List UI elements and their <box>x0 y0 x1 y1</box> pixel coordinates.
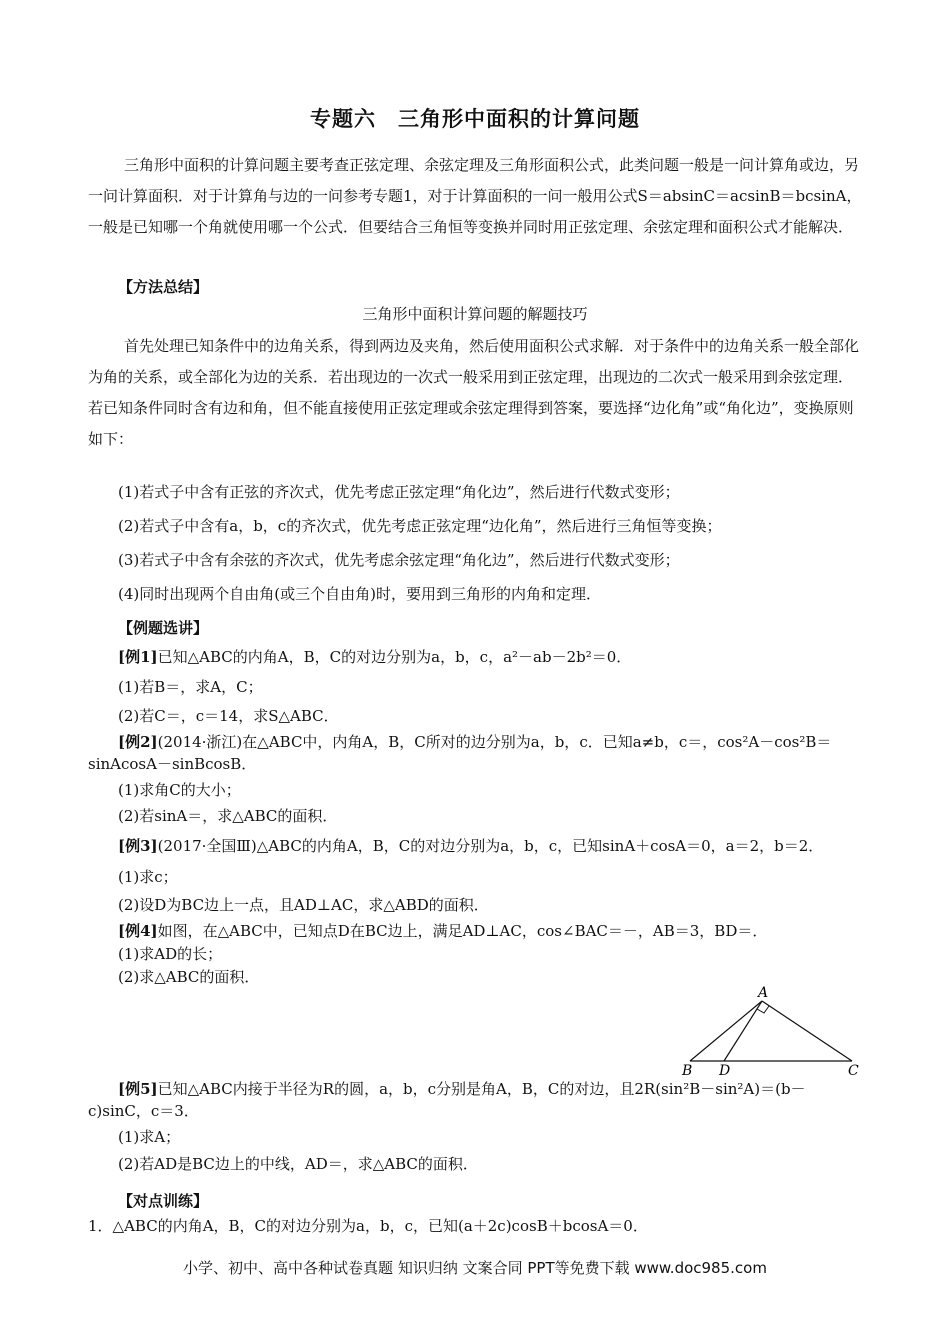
example-4-text: 如图，在△ABC中，已知点D在BC边上，满足AD⊥AC，cos∠BAC＝－，AB＝3，BD＝． <box>157 922 768 940</box>
example-5-stem <box>88 1078 863 1122</box>
example-5-line-2: c)sinC，c＝3． <box>88 1102 199 1120</box>
example-5-q2: (2)若AD是BC边上的中线，AD＝，求△ABC的面积． <box>118 1155 478 1173</box>
example-5-text-1: 已知△ABC内接于半径为R的圆，a，b，c分别是角A，B，C的对边，且2R(sin²B－sin²A)＝(b－ <box>157 1080 806 1098</box>
label-b: B <box>682 1063 693 1079</box>
example-2-q2: (2)若sinA＝，求△ABC的面积． <box>118 807 338 825</box>
example-5-label: [例5] <box>118 1080 158 1098</box>
example-1-text: 已知△ABC的内角A，B，C的对边分别为a，b，c，a²－ab－2b²＝0． <box>157 648 632 666</box>
label-c: C <box>848 1063 859 1079</box>
practice-item-1: 1．△ABC的内角A，B，C的对边分别为a，b，c，已知(a＋2c)cosB＋bcosA＝0． <box>88 1217 648 1235</box>
example-1-q1: (1)若B＝，求A，C； <box>118 678 263 696</box>
example-2-q1: (1)求角C的大小； <box>118 781 241 799</box>
example-1-label: [例1] <box>118 648 158 666</box>
example-1-q2: (2)若C＝，c＝14，求S△ABC． <box>118 707 339 725</box>
triangle-figure <box>676 985 866 1080</box>
example-4-stem <box>118 920 878 941</box>
method-subtitle: 三角形中面积计算问题的解题技巧 <box>362 305 588 323</box>
examples-heading: 【例题选讲】 <box>118 619 209 637</box>
example-3-text: (2017·全国Ⅲ)△ABC的内角A，B，C的对边分别为a，b，c，已知sinA＋cosA＝0，a＝2，b＝2． <box>157 837 824 855</box>
rule-3: (3)若式子中含有余弦的齐次式，优先考虑余弦定理“角化边”，然后进行代数式变形； <box>118 551 680 569</box>
example-3-q1: (1)求c； <box>118 868 178 886</box>
example-5-q1: (1)求A； <box>118 1128 181 1146</box>
side-ac <box>762 1001 852 1061</box>
practice-heading: 【对点训练】 <box>118 1192 209 1210</box>
label-d: D <box>719 1063 731 1079</box>
example-3-stem <box>118 835 878 856</box>
method-paragraph: 首先处理已知条件中的边角关系，得到两边及夹角，然后使用面积公式求解．对于条件中的边角关系一般全部化为角的关系，或全部化为边的关系．若出现边的一次式一般采用到正弦定理，出现边的二次式一般采用到余弦定理．若已知条件同时含有边和角，但不能直接使用正弦定理或余弦定理得到答案，要选择“边化角”或“角化边”，变换原则如下： <box>88 337 860 448</box>
rule-4: (4)同时出现两个自由角(或三个自由角)时，要用到三角形的内角和定理． <box>118 585 601 603</box>
segment-ad <box>724 1001 762 1061</box>
side-ab <box>690 1001 762 1061</box>
example-2-text-1: (2014·浙江)在△ABC中，内角A，B，C所对的边分别为a，b，c．已知a≠b，c＝，cos²A－cos²B＝ <box>157 733 832 751</box>
example-5-line-1 <box>88 1078 863 1100</box>
example-2-stem <box>88 731 863 775</box>
intro-paragraph: 三角形中面积的计算问题主要考查正弦定理、余弦定理及三角形面积公式，此类问题一般是一问计算角或边，另一问计算面积．对于计算角与边的一问参考专题1，对于计算面积的一问一般用公式S＝absinC＝acsinB＝bcsinA，一般是已知哪一个角就使用哪一个公式．但要结合三角恒等变换并同时用正弦定理、余弦定理和面积公式才能解决． <box>88 156 862 236</box>
example-3-q2: (2)设D为BC边上一点，且AD⊥AC，求△ABD的面积． <box>118 896 489 914</box>
page-title: 专题六 三角形中面积的计算问题 <box>310 107 640 131</box>
example-2-line-2: sinAcosA－sinBcosB． <box>88 755 257 773</box>
label-a: A <box>758 985 769 1001</box>
example-1-stem <box>118 646 878 667</box>
rule-1: (1)若式子中含有正弦的齐次式，优先考虑正弦定理“角化边”，然后进行代数式变形； <box>118 483 680 501</box>
method-heading: 【方法总结】 <box>118 278 209 296</box>
example-3-label: [例3] <box>118 837 158 855</box>
example-4-q1: (1)求AD的长； <box>118 945 223 963</box>
example-2-label: [例2] <box>118 733 158 751</box>
example-4-label: [例4] <box>118 922 158 940</box>
example-4-q2: (2)求△ABC的面积． <box>118 968 260 986</box>
example-2-line-1 <box>88 731 863 753</box>
rule-2: (2)若式子中含有a，b，c的齐次式，优先考虑正弦定理“边化角”，然后进行三角恒等变换； <box>118 517 722 535</box>
page-footer: 小学、初中、高中各种试卷真题 知识归纳 文案合同 PPT等免费下载 www.doc985.com <box>183 1259 767 1277</box>
